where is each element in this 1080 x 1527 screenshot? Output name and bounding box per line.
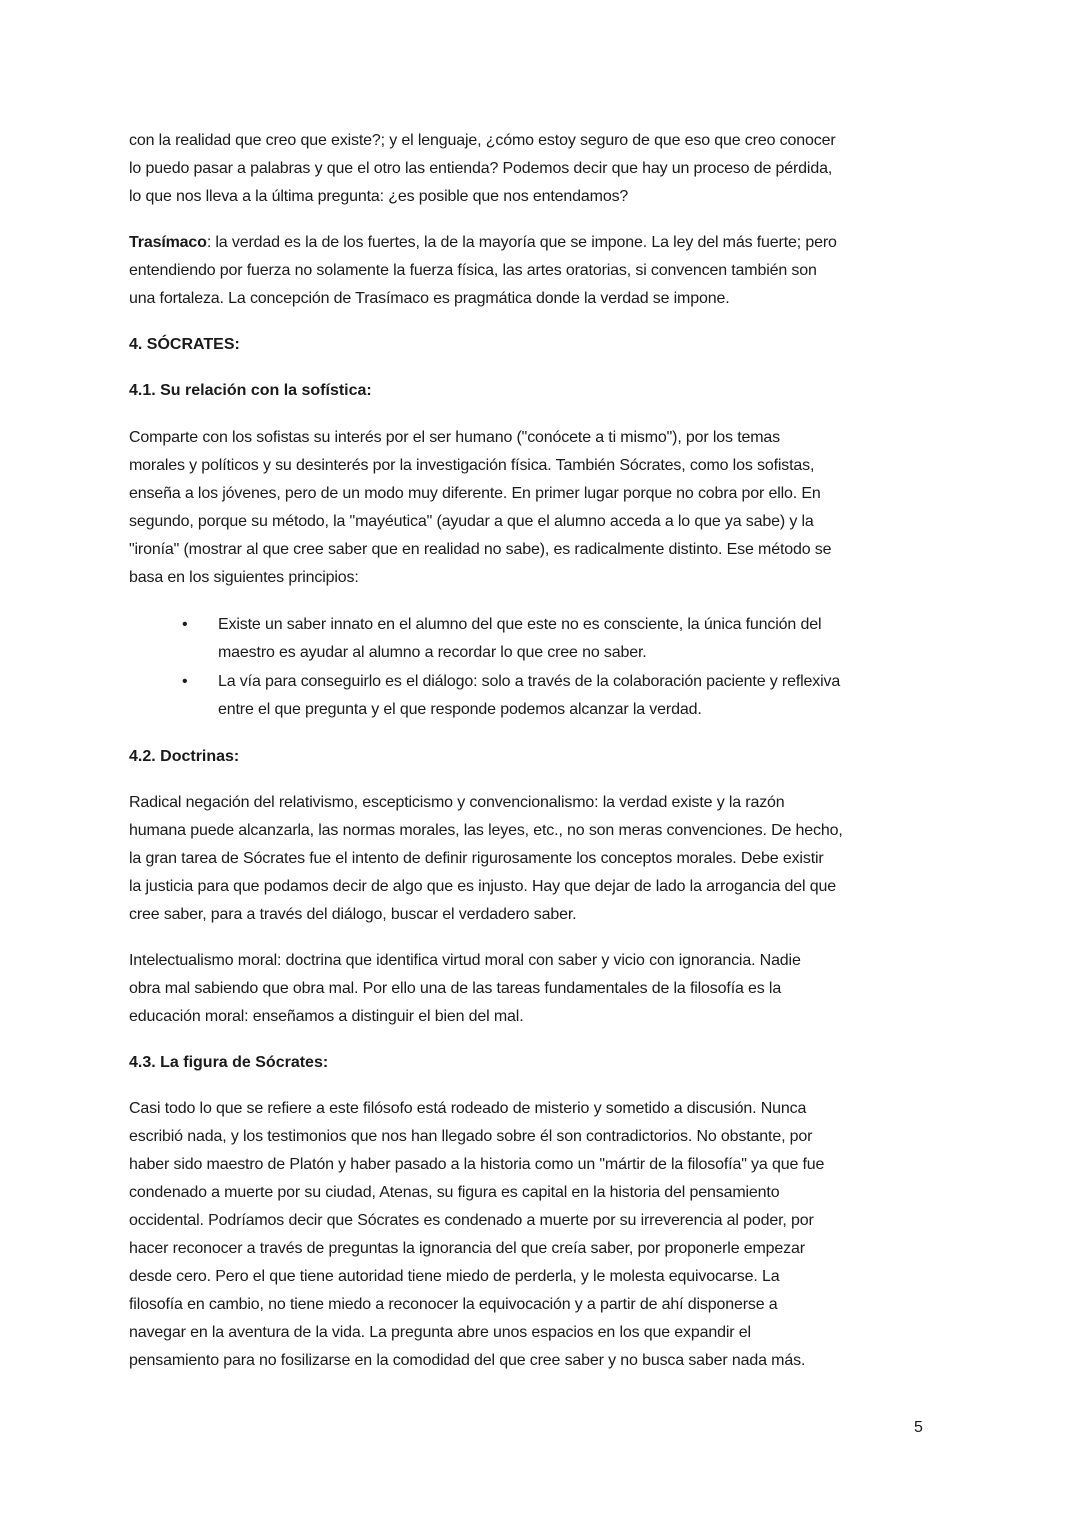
text-line: con la realidad que creo que existe?; y el lenguaje, ¿cómo estoy seguro de que eso que creo conocer — [129, 132, 836, 149]
text-line: Radical negación del relativismo, escepticismo y convencionalismo: la verdad existe y la razón — [129, 794, 785, 811]
text-line: la gran tarea de Sócrates fue el intento de definir rigurosamente los conceptos morales. Debe existir — [129, 850, 824, 867]
bullet-text — [218, 668, 980, 724]
text-line: morales y políticos y su desinterés por la investigación física. También Sócrates, como los sofistas, — [129, 457, 815, 474]
text-line: haber sido maestro de Platón y haber pasado a la historia como un "mártir de la filosofía" ya que fue — [129, 1156, 825, 1173]
text-line: "ironía" (mostrar al que cree saber que en realidad no sabe), es radicalmente distinto. Ese método se — [129, 541, 832, 558]
text-line: la justicia para que podamos decir de algo que es injusto. Hay que dejar de lado la arrogancia del que — [129, 878, 836, 895]
text-line: escribió nada, y los testimonios que nos han llegado sobre él son contradictorios. No obstante, por — [129, 1128, 813, 1145]
paragraph-doctrinas-1 — [129, 789, 1009, 929]
text-line: condenado a muerte por su ciudad, Atenas, su figura es capital en la historia del pensamiento — [129, 1184, 780, 1201]
paragraph-figura — [129, 1095, 1009, 1375]
text-line: La vía para conseguirlo es el diálogo: solo a través de la colaboración paciente y reflexiva — [218, 673, 841, 690]
text-line: desde cero. Pero el que tiene autoridad tiene miedo de perderla, y le molesta equivocarse. La — [129, 1268, 780, 1285]
bullet-icon: • — [182, 673, 188, 690]
bullet-item — [180, 611, 980, 667]
text-line: segundo, porque su método, la "mayéutica" (ayudar a que el alumno acceda a lo que ya sabe) y la — [129, 513, 814, 530]
subheading-relacion: 4.1. Su relación con la sofística: — [129, 382, 372, 399]
text-line: filosofía en cambio, no tiene miedo a reconocer la equivocación y a partir de ahí disponerse a — [129, 1296, 778, 1313]
text-line: educación moral: enseñamos a distinguir el bien del mal. — [129, 1008, 524, 1025]
text-run: : la verdad es la de los fuertes, la de la mayoría que se impone. La ley del más fuerte; pero — [206, 234, 837, 251]
text-line: navegar en la aventura de la vida. La pregunta abre unos espacios en los que expandir el — [129, 1324, 751, 1341]
text-line: Intelectualismo moral: doctrina que identifica virtud moral con saber y vicio con ignorancia. Nadie — [129, 952, 801, 969]
text-line: humana puede alcanzarla, las normas morales, las leyes, etc., no son meras convenciones. De hecho, — [129, 822, 843, 839]
paragraph-trasimaco-rest — [129, 257, 1009, 313]
text-line: cree saber, para a través del diálogo, buscar el verdadero saber. — [129, 906, 577, 923]
term-trasimaco: Trasímaco — [129, 234, 207, 251]
text-line: occidental. Podríamos decir que Sócrates es condenado a muerte por su irreverencia al poder, por — [129, 1212, 814, 1229]
text-line: obra mal sabiendo que obra mal. Por ello una de las tareas fundamentales de la filosofía es la — [129, 980, 782, 997]
paragraph-intro — [129, 127, 1009, 211]
text-line: entendiendo por fuerza no solamente la fuerza física, las artes oratorias, si convencen también son — [129, 262, 817, 279]
text-line: hacer reconocer a través de preguntas la ignorancia del que creía saber, por proponerle empezar — [129, 1240, 805, 1257]
paragraph-trasimaco — [129, 229, 1009, 313]
page-number: 5 — [914, 1419, 923, 1436]
subheading-figura: 4.3. La figura de Sócrates: — [129, 1054, 329, 1071]
text-line: Casi todo lo que se refiere a este filósofo está rodeado de misterio y sometido a discusión. Nunca — [129, 1100, 807, 1117]
text-line: Existe un saber innato en el alumno del que este no es consciente, la única función del — [218, 616, 822, 633]
text-line: basa en los siguientes principios: — [129, 569, 359, 586]
text-line: maestro es ayudar al alumno a recordar lo que cree no saber. — [218, 644, 647, 661]
text-line: pensamiento para no fosilizarse en la comodidad del que cree saber y no busca saber nada más. — [129, 1352, 806, 1369]
bullet-icon: • — [182, 616, 188, 633]
bullet-list — [180, 611, 980, 724]
bullet-text — [218, 611, 980, 667]
text-line — [129, 229, 1009, 257]
text-line: lo puedo pasar a palabras y que el otro las entienda? Podemos decir que hay un proceso de pérdida, — [129, 160, 833, 177]
paragraph-relacion — [129, 424, 1009, 592]
paragraph-doctrinas-2 — [129, 947, 1009, 1031]
bullet-item — [180, 668, 980, 724]
text-line: lo que nos lleva a la última pregunta: ¿es posible que nos entendamos? — [129, 188, 629, 205]
text-line: una fortaleza. La concepción de Trasímaco es pragmática donde la verdad se impone. — [129, 290, 730, 307]
text-line: Comparte con los sofistas su interés por el ser humano ("conócete a ti mismo"), por los temas — [129, 429, 781, 446]
text-line: enseña a los jóvenes, pero de un modo muy diferente. En primer lugar porque no cobra por ello. En — [129, 485, 821, 502]
text-line: entre el que pregunta y el que responde podemos alcanzar la verdad. — [218, 701, 702, 718]
subheading-doctrinas: 4.2. Doctrinas: — [129, 748, 240, 765]
section-heading-socrates: 4. SÓCRATES: — [129, 336, 240, 353]
